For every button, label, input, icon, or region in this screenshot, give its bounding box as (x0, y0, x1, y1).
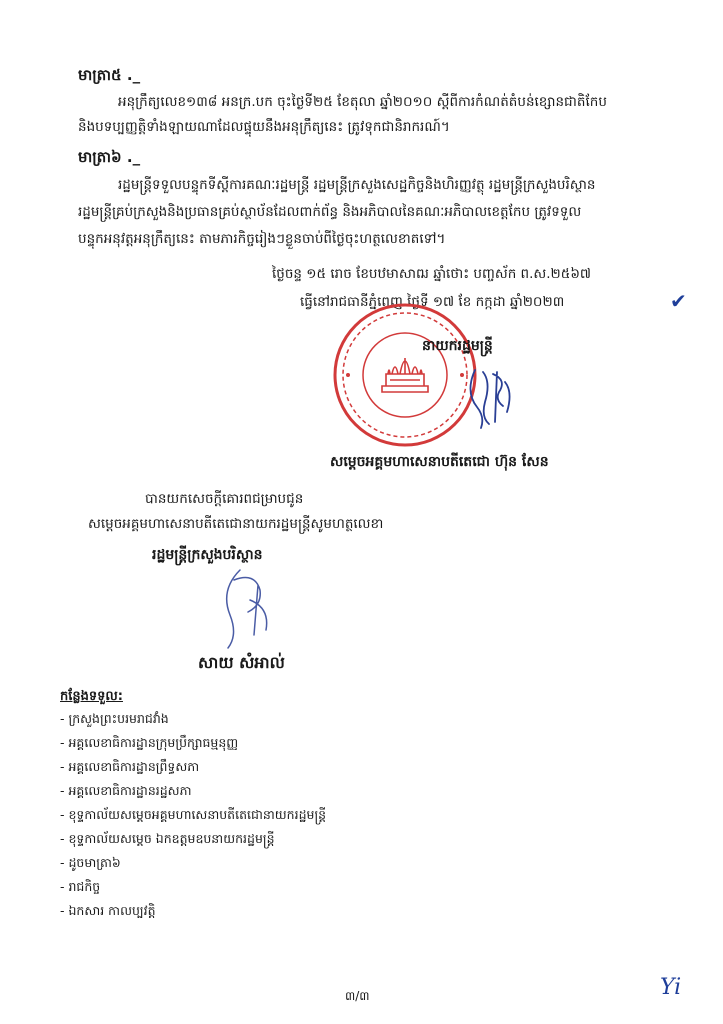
recipient-item: - អគ្គលេខាធិការដ្ឋានរដ្ឋសភា (60, 783, 192, 798)
report-line-2: សម្តេចអគ្គមហាសេនាបតីតេជោនាយករដ្ឋមន្ត្រីសូមហត្ថលេខា (88, 516, 384, 532)
article-5-heading: មាត្រា៥ ._ (78, 66, 141, 84)
article-6-heading: មាត្រា៦ ._ (78, 148, 141, 166)
article-5-line-1: អនុក្រឹត្យលេខ១៣៨ អនក្រ.បក ចុះថ្ងៃទី២៥ ខែតុលា ឆ្នាំ២០១០ ស្តីពីការកំណត់តំបន់ខ្សោនជាតិកែប (118, 94, 607, 110)
initials-mark: Yi (660, 975, 682, 1000)
pm-signature-icon (455, 362, 525, 432)
minister-name: សាយ សំអាល់ (198, 653, 285, 672)
pm-title: នាយករដ្ឋមន្ត្រី (422, 338, 493, 354)
article-6-line-2: រដ្ឋមន្ត្រីគ្រប់ក្រសួងនិងប្រធានគ្រប់ស្ថាប័នដែលពាក់ព័ន្ធ និងអភិបាលនៃគណៈអភិបាលខេត្តកែប ត្រូវទទួល (78, 204, 582, 220)
recipient-item: - ខុទ្ទកាល័យសម្តេច ឯកឧត្តមឧបនាយករដ្ឋមន្ត្រី (60, 831, 275, 846)
minister-title: រដ្ឋមន្ត្រីក្រសួងបរិស្ថាន (152, 547, 263, 563)
recipient-item: - ដូចមាត្រា៦ (60, 855, 121, 870)
recipient-item: - ក្រសួងព្រះបរមរាជវាំង (60, 711, 169, 726)
minister-signature-icon (200, 560, 290, 650)
place-date: ធ្វើនៅរាជធានីភ្នំពេញ ថ្ងៃទី ១៧ ខែ កក្កដា ឆ្នាំ២០២៣ (300, 294, 565, 310)
recipient-item: - ខុទ្ទកាល័យសម្តេចអគ្គមហាសេនាបតីតេជោនាយករដ្ឋមន្ត្រី (60, 807, 327, 822)
lunar-date: ថ្ងៃចន្ទ ១៥ រោច ខែបឋមាសាឍ ឆ្នាំថោះ បញ្ចស័ក ព.ស.២៥៦៧ (272, 266, 591, 282)
report-line-1: បានយកសេចក្តីគោរពជម្រាបជូន (145, 491, 304, 507)
article-6-line-1: រដ្ឋមន្ត្រីទទួលបន្ទុកទីស្តីការគណៈរដ្ឋមន្ត្រី រដ្ឋមន្ត្រីក្រសួងសេដ្ឋកិច្ចនិងហិរញ្ញវត្ថុ រដ្ឋមន្ត្រីក្រសួងបរិស្ថាន (118, 177, 596, 193)
pm-name: សម្តេចអគ្គមហាសេនាបតីតេជោ ហ៊ុន សែន (330, 454, 549, 470)
recipients-title: កន្លែងទទួល: (60, 689, 123, 704)
recipient-item: - ឯកសារ កាលប្បវត្តិ (60, 903, 156, 918)
article-5-line-2: និងបទប្បញ្ញត្តិទាំងឡាយណាដែលផ្ទុយនឹងអនុក្រឹត្យនេះ ត្រូវទុកជានិរាករណ៍។ (78, 119, 450, 135)
recipient-item: - អគ្គលេខាធិការដ្ឋានព្រឹទ្ធសភា (60, 759, 200, 774)
article-6-line-3: បន្ទុកអនុវត្តអនុក្រឹត្យនេះ តាមភារកិច្ចរៀងៗខ្លួនចាប់ពីថ្ងៃចុះហត្ថលេខាតទៅ។ (78, 231, 446, 247)
recipient-item: - រាជកិច្ច (60, 879, 101, 894)
checkmark-icon: ✔ (670, 289, 687, 313)
recipient-item: - អគ្គលេខាធិការដ្ឋានក្រុមប្រឹក្សាធម្មនុញ្ញ (60, 735, 239, 750)
page-number: ៣/៣ (345, 989, 370, 1003)
